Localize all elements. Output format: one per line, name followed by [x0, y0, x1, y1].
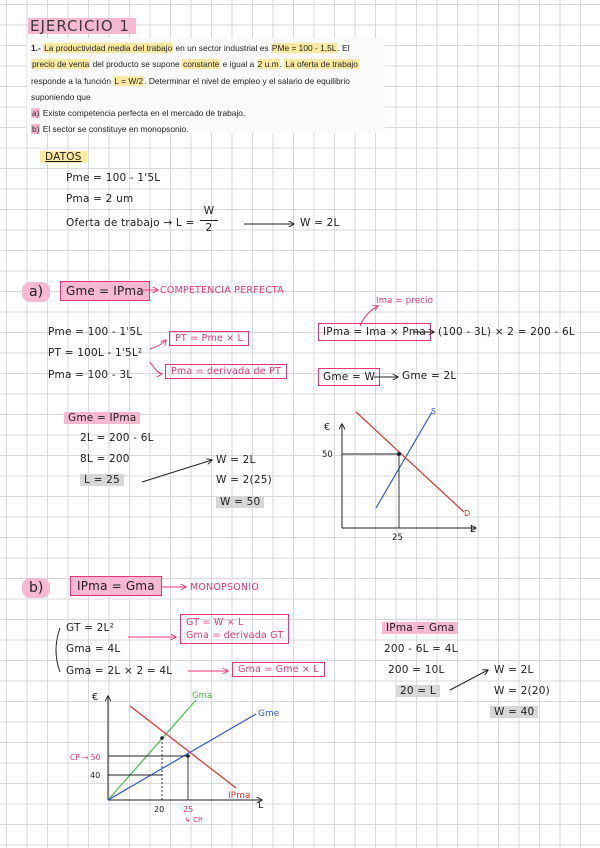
- chart-b-y-label: €: [92, 692, 99, 703]
- statement-text: . Determinar el nivel de empleo y el salario de equilibrio: [144, 75, 350, 86]
- a-ipma-result: (100 - 3L) × 2 = 200 - 6L: [438, 326, 575, 338]
- problem-number: 1.-: [31, 43, 41, 53]
- a-w3: W = 50: [216, 496, 264, 508]
- datos-result: W = 2L: [300, 217, 340, 229]
- datos-pma: Pma = 2 um: [66, 193, 134, 205]
- b-brace: [56, 628, 60, 672]
- part-a-question: Existe competencia perfecta en el mercado de trabajo.: [40, 108, 246, 119]
- a-solution-arrow: [142, 460, 212, 482]
- chart-b: [70, 691, 280, 824]
- chart-b-gma-label: Gma: [192, 691, 213, 701]
- a-note-pt: PT = Pme × L: [169, 331, 249, 346]
- b-note-gt2: Gma = derivada GT: [186, 630, 284, 641]
- a-gme-result: Gme = 2L: [402, 370, 457, 382]
- chart-a: [322, 407, 476, 543]
- chart-a-demand-curve: [356, 412, 464, 512]
- datos-label: DATOS: [40, 151, 87, 163]
- chart-b-ipma-curve: [130, 706, 236, 788]
- b-gma2: Gma = 2L × 2 = 4L: [66, 665, 173, 677]
- a-ima-arrow: [360, 306, 378, 326]
- chart-a-equilibrium-point: [397, 452, 401, 456]
- a-eq3: L = 25: [80, 474, 124, 486]
- part-a-marker: a): [22, 282, 50, 302]
- chart-b-cp-label: CP → 50: [70, 753, 101, 762]
- part-b-box: IPma = Gma: [70, 576, 162, 596]
- b-w2: W = 2(20): [494, 685, 550, 697]
- page-title: EJERCICIO 1: [28, 18, 136, 34]
- a-eq1: 2L = 200 - 6L: [80, 432, 154, 444]
- b-w3: W = 40: [490, 706, 538, 718]
- statement-text: 2 u.m: [257, 59, 279, 70]
- statement-text: del producto se supone: [90, 59, 183, 70]
- chart-a-y-label: €: [324, 422, 331, 433]
- datos-pme: Pme = 100 - 1'5L: [66, 172, 161, 184]
- a-eq2: 8L = 200: [80, 453, 130, 465]
- datos-oferta: Oferta de trabajo → L =: [66, 217, 195, 229]
- statement-text: constante: [183, 59, 220, 70]
- statement-text: suponiendo que: [31, 91, 91, 102]
- a-w1: W = 2L: [216, 454, 256, 466]
- b-w1: W = 2L: [494, 664, 534, 676]
- chart-b-gma-curve: [108, 700, 196, 800]
- b-eq3: 20 = L: [396, 685, 440, 697]
- a-ipma-box: IPma = Ima × Pma: [318, 323, 431, 341]
- chart-b-x-tick-25: 25: [183, 805, 194, 814]
- chart-a-x-label: L: [470, 524, 476, 535]
- chart-a-demand-label: D: [464, 509, 471, 518]
- a-pt: PT = 100L - 1'5L²: [48, 347, 143, 359]
- a-eq-title: Gme = IPma: [64, 412, 140, 424]
- statement-text: La oferta de trabajo: [285, 59, 358, 70]
- statement-text: PMe = 100 - 1,5L: [271, 43, 337, 53]
- part-b-marker: b): [22, 578, 50, 598]
- a-pme: Pme = 100 - 1'5L: [48, 326, 143, 338]
- b-note-gma: Gma = Gme × L: [232, 662, 325, 677]
- chart-b-cp-point: [186, 754, 190, 758]
- chart-b-ipma-label: IPma: [228, 791, 251, 801]
- a-gme-box: Gme = W: [318, 368, 380, 386]
- chart-b-x-tick-20: 20: [154, 805, 165, 814]
- datos-frac-den: 2: [205, 222, 213, 234]
- part-b-heading: MONOPSONIO: [190, 582, 259, 593]
- a-w2: W = 2(25): [216, 474, 272, 486]
- part-b-question: El sector se constituye en monopsonio.: [40, 124, 189, 135]
- b-gma: Gma = 4L: [66, 643, 121, 655]
- a-pma: Pma = 100 - 3L: [48, 369, 133, 381]
- chart-a-y-tick: 50: [322, 450, 333, 460]
- statement-text: e igual a: [220, 59, 257, 70]
- part-b-letter: b): [32, 124, 40, 135]
- chart-b-x-tick-25-note: ↳ CP: [185, 816, 203, 824]
- b-gt: GT = 2L²: [66, 622, 114, 634]
- b-eq-title: IPma = Gma: [382, 622, 458, 634]
- chart-b-x-label: L: [258, 800, 264, 811]
- a-ima-note: Ima = precio: [376, 296, 434, 306]
- a-pt-arrow: [150, 340, 166, 349]
- chart-b-gme-curve: [108, 714, 256, 800]
- b-eq1: 200 - 6L = 4L: [384, 643, 458, 655]
- part-a-letter: a): [32, 108, 40, 119]
- statement-text: La productividad media del trabajo: [44, 43, 173, 53]
- statement-text: precio de venta: [32, 59, 90, 70]
- chart-b-gme-label: Gme: [258, 709, 280, 719]
- chart-a-supply-curve: [376, 412, 432, 508]
- b-solution-arrow: [450, 670, 488, 690]
- chart-a-supply-label: S: [431, 407, 437, 416]
- statement-text: . El: [337, 43, 350, 53]
- statement-text: en un sector industrial es: [173, 43, 271, 53]
- statement-text: responde a la función: [31, 75, 114, 86]
- b-eq2: 200 = 10L: [388, 664, 445, 676]
- part-a-box: Gme = IPma: [60, 281, 150, 301]
- part-a-heading: COMPETENCIA PERFECTA: [160, 285, 284, 296]
- datos-frac-num: W: [203, 205, 215, 217]
- a-pma-arrow: [150, 362, 162, 374]
- b-note-gt1: GT = W × L: [186, 617, 244, 628]
- statement-text: L = W/2: [114, 75, 144, 86]
- chart-a-x-tick: 25: [392, 533, 403, 543]
- statement-text: .: [279, 59, 285, 70]
- chart-b-monopsony-point: [160, 736, 164, 740]
- chart-b-y-tick: 40: [90, 771, 101, 780]
- a-note-pma: Pma = derivada de PT: [165, 364, 287, 379]
